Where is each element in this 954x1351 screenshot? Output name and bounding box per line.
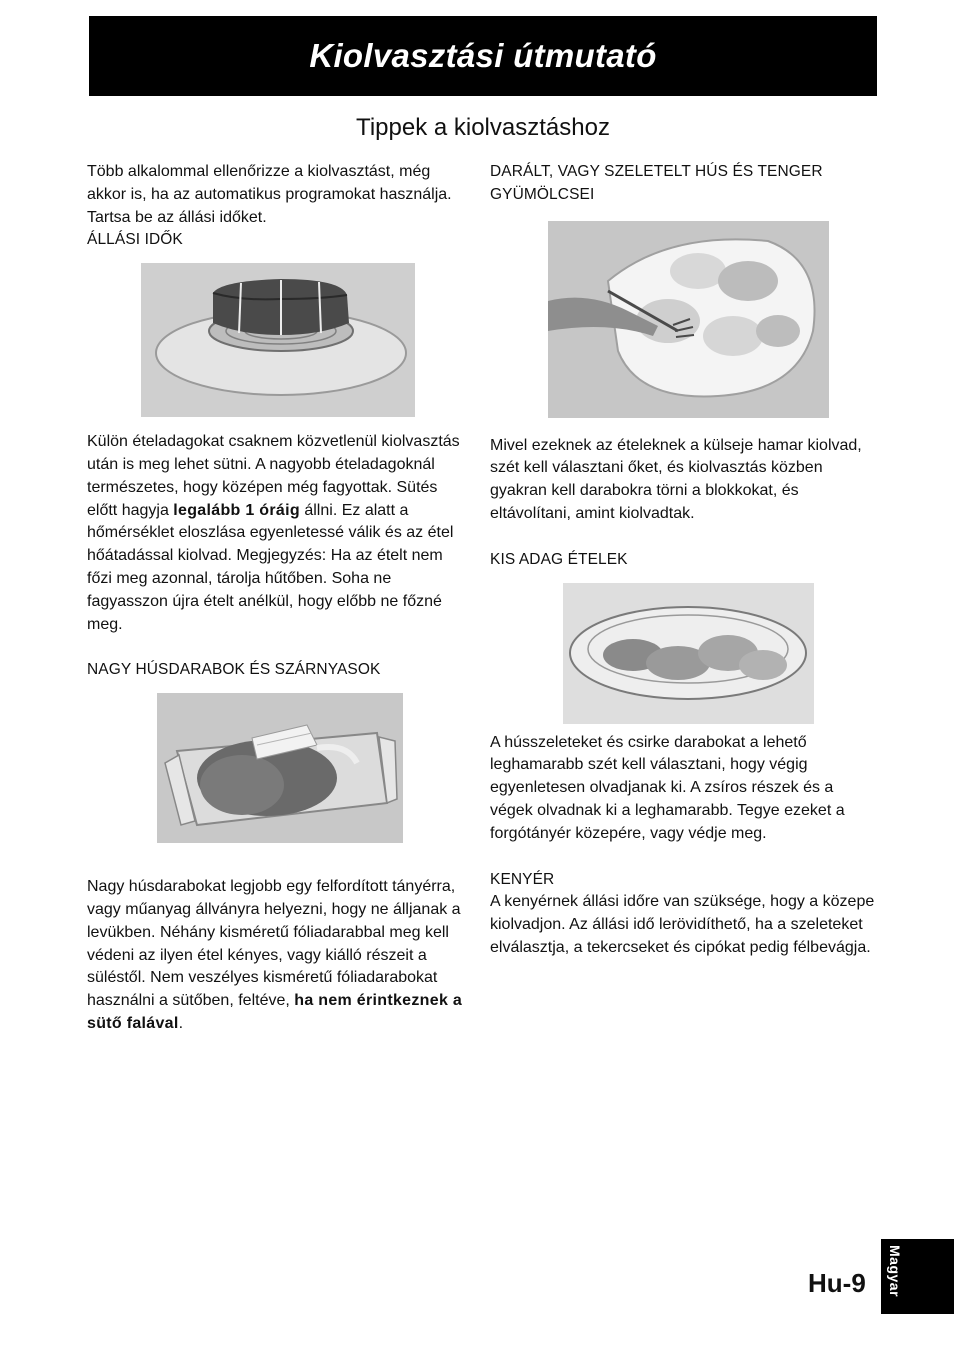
large-text-after: . [178, 1014, 184, 1032]
small-portions-heading: KIS ADAG ÉTELEK [490, 550, 628, 568]
large-meat-paragraph [87, 876, 472, 1036]
large-emphasis: ha nem érintkeznek a sütő falával [87, 992, 463, 1032]
meat-pieces-fork-illustration [548, 221, 829, 418]
standing-emphasis: legalább 1 óráig [173, 501, 300, 519]
right-column [490, 161, 875, 960]
standing-text-before: Külön ételadagokat csaknem közvetlenül kiolvasztás után is meg lehet sütni. A nagyobb ételadagoknál természetes, hogy középen még fagyottak. Sütés előtt hagyja [87, 433, 460, 519]
header-bar [89, 16, 877, 96]
small-portions-paragraph: A hússzeleteket és csirke darabokat a lehető leghamarabb szét kell választani, hogy végig egyenletesen olvadjanak ki. A zsíros részek és a végek olvadnak ki a leghamarabb. Tegye ezeket a forgótányér közepére, vagy védje meg. [490, 733, 845, 842]
left-column [87, 161, 472, 1036]
poultry-in-dish-photo [157, 693, 403, 843]
minced-meat-paragraph: Mivel ezeknek az ételeknek a külseje hamar kiolvad, szét kell választani őket, és kiolvasztás közben gyakran kell darabokra törni a blokkokat, és eltávolítani, amint kiolvadtak. [490, 436, 862, 522]
language-tab-label: Magyar [887, 1245, 903, 1298]
page-number: Hu-9 [808, 1268, 866, 1298]
large-meat-heading: NAGY HÚSDARABOK ÉS SZÁRNYASOK [87, 661, 381, 679]
minced-meat-heading: DARÁLT, VAGY SZELETELT HÚS ÉS TENGER GYÜMÖLCSEI [490, 163, 823, 203]
intro-paragraph: Több alkalommal ellenőrizze a kiolvasztást, még akkor is, ha az automatikus programokat használja. Tartsa be az állási időket. [87, 163, 452, 226]
roast-on-rack-illustration [141, 263, 415, 417]
section-subtitle: Tippek a kiolvasztáshoz [356, 114, 610, 141]
meat-pieces-fork-photo [548, 221, 829, 418]
page-title: Kiolvasztási útmutató [309, 37, 657, 74]
chicken-pieces-bowl-illustration [563, 583, 814, 724]
bread-heading: KENYÉR [490, 870, 555, 888]
standing-time-paragraph [87, 431, 472, 636]
chicken-pieces-bowl-photo [563, 583, 814, 724]
roast-on-rack-photo [141, 263, 415, 417]
language-tab [881, 1239, 954, 1314]
bread-paragraph: A kenyérnek állási időre van szüksége, hogy a közepe kiolvadjon. Az állási idő lerövidíthető, ha a szeleteket elválasztja, a tekercseket és cipókat pedig félbevágja. [490, 893, 875, 956]
poultry-in-dish-illustration [157, 693, 403, 843]
standing-time-heading: ÁLLÁSI IDŐK [87, 231, 183, 249]
standing-text-after: állni. Ez alatt a hőmérséklet eloszlása egyenletessé válik és az étel hőátadással kiolvad. Megjegyzés: Ha az ételt nem főzi meg azonnal, tárolja hűtőben. Soha ne fagyasszon újra ételt anélkül, hogy előbb ne főzné meg. [87, 501, 454, 633]
large-text-before: Nagy húsdarabokat legjobb egy felfordított tányérra, vagy műanyag állványra helyezni, hogy ne álljanak a levükben. Néhány kisméretű fóliadarabbal meg kell védeni az ilyen étel kényes, vagy kiálló részeit a süléstől. Nem veszélyes kisméretű fóliadarabokat használni a sütőben, feltéve, [87, 878, 461, 1010]
